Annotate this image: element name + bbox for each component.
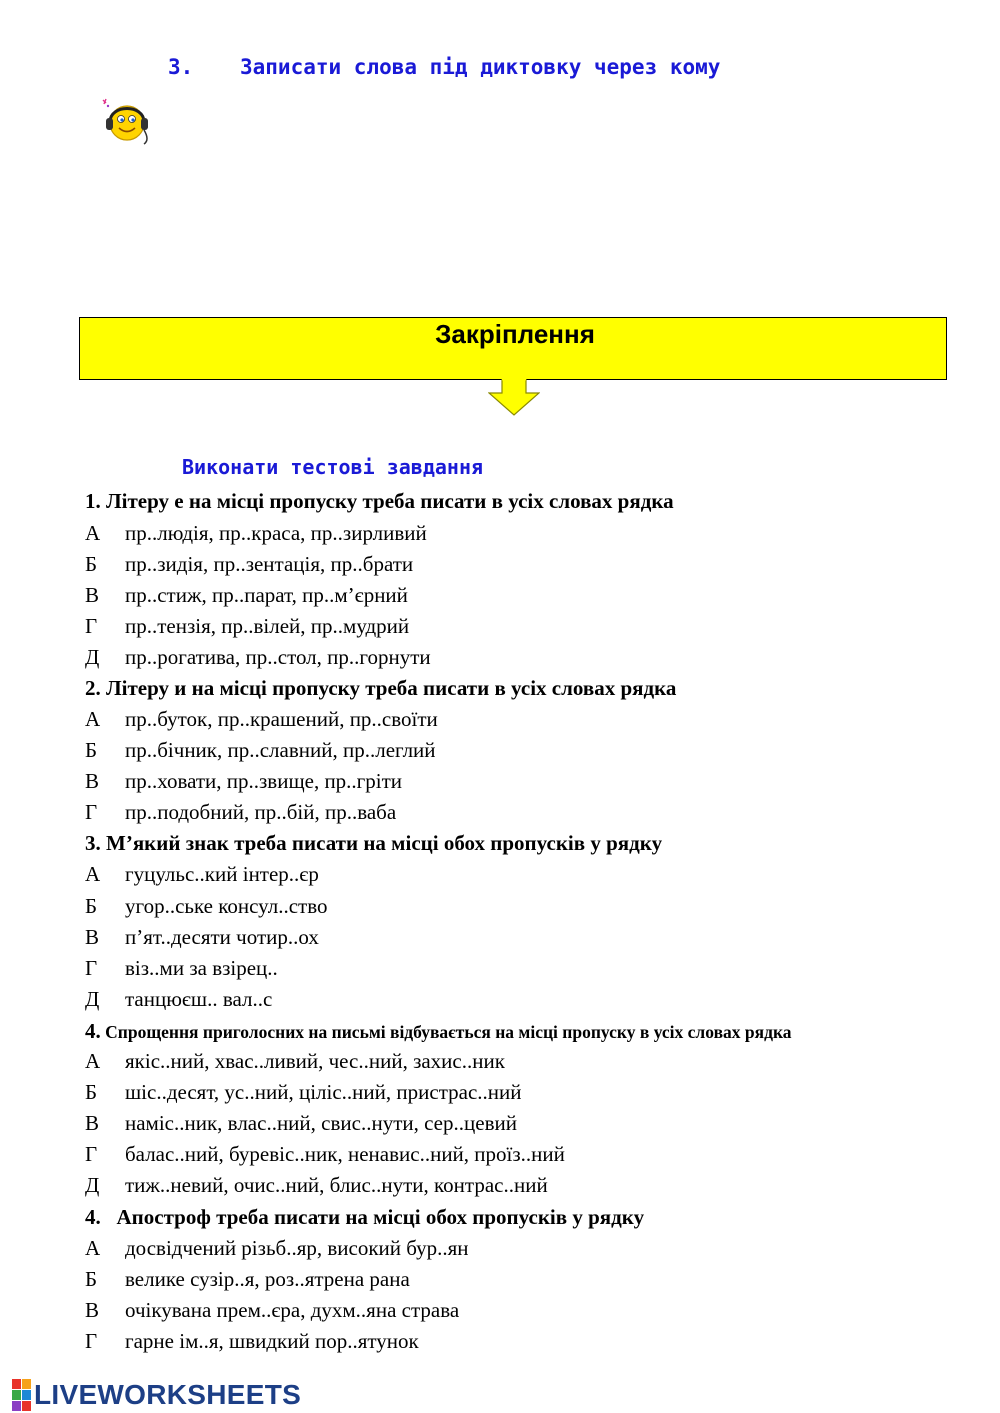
option-letter: Г	[85, 800, 98, 824]
answer-option	[85, 861, 319, 887]
answer-option	[85, 520, 427, 546]
option-letter: Д	[85, 645, 100, 669]
option-letter: Д	[85, 1173, 100, 1197]
option-letter: А	[85, 1049, 101, 1073]
option-text: пр..рогатива, пр..стол, пр..горнути	[125, 645, 431, 669]
answer-option	[85, 924, 319, 950]
option-text: досвідчений різьб..яр, високий бур..ян	[125, 1236, 469, 1260]
option-letter: Г	[85, 956, 98, 980]
option-text: велике сузір..я, роз..ятрена рана	[125, 1267, 410, 1291]
section-banner	[79, 317, 947, 380]
question-title	[85, 1018, 792, 1045]
option-letter: Г	[85, 614, 98, 638]
option-letter: В	[85, 583, 100, 607]
question-text: Спрощення приголосних на письмі відбувається на місці пропуску в усіх словах рядка	[105, 1022, 792, 1042]
question-title: 4. Апостроф треба писати на місці обох пропусків у рядку	[85, 1205, 645, 1229]
down-arrow-icon	[488, 379, 540, 417]
option-letter: В	[85, 1298, 100, 1322]
answer-option	[85, 1110, 517, 1136]
option-letter: Б	[85, 1267, 98, 1291]
option-letter: А	[85, 707, 101, 731]
option-letter: Г	[85, 1142, 98, 1166]
banner-title: Закріплення	[435, 319, 595, 349]
option-text: пр..тензія, пр..вілей, пр..мудрий	[125, 614, 410, 638]
answer-option	[85, 644, 431, 670]
option-text: гуцульс..кий інтер..єр	[125, 862, 319, 886]
option-text: танцюєш.. вал..с	[125, 987, 273, 1011]
option-letter: А	[85, 1236, 101, 1260]
question-title: 3. М’який знак треба писати на місці обох пропусків у рядку	[85, 831, 663, 855]
answer-option	[85, 799, 396, 825]
option-text: шіс..десят, ус..ний, цiліс..ний, пристрас..ний	[125, 1080, 522, 1104]
option-letter: Б	[85, 552, 98, 576]
option-text: віз..ми за взірец..	[125, 956, 278, 980]
answer-option	[85, 1141, 565, 1167]
answer-option	[85, 986, 272, 1012]
option-text: пр..стиж, пр..парат, пр..м’єрний	[125, 583, 408, 607]
answer-option	[85, 613, 409, 639]
task-text: Записати слова під диктовку через кому	[240, 55, 721, 79]
answer-option	[85, 1297, 459, 1323]
option-text: тиж..невий, очис..ний, блис..нути, контрас..ний	[125, 1173, 548, 1197]
option-letter: Б	[85, 738, 98, 762]
option-text: пр..бічник, пр..славний, пр..леглий	[125, 738, 436, 762]
option-text: наміс..ник, влас..ний, свис..нути, сер..цевий	[125, 1111, 517, 1135]
task-heading	[168, 55, 720, 79]
answer-option	[85, 1079, 521, 1105]
answer-option	[85, 582, 408, 608]
task-number: 3.	[168, 55, 194, 79]
answer-option	[85, 706, 438, 732]
answer-option	[85, 1048, 505, 1074]
option-text: п’ят..десяти чотир..ох	[125, 925, 319, 949]
question-title: 2. Літеру и на місці пропуску треба писати в усіх словах рядка	[85, 676, 677, 700]
question-title: 1. Літеру е на місці пропуску треба писати в усіх словах рядка	[85, 489, 674, 513]
answer-option	[85, 1328, 419, 1354]
option-letter: В	[85, 925, 100, 949]
option-text: гарне ім..я, швидкий пор..ятунок	[125, 1329, 419, 1353]
answer-option	[85, 893, 327, 919]
option-text: якіс..ний, хвас..ливий, чес..ний, захис..ник	[125, 1049, 505, 1073]
logo-text: LIVEWORKSHEETS	[34, 1379, 302, 1410]
option-letter: Б	[85, 1080, 98, 1104]
option-text: пр..буток, пр..крашений, пр..своїти	[125, 707, 438, 731]
question-number: 4.	[85, 1019, 101, 1043]
option-text: пр..людія, пр..краса, пр..зирливий	[125, 521, 427, 545]
answer-option	[85, 1235, 469, 1261]
option-text: балас..ний, буревіс..ник, ненавис..ний, проїз..ний	[125, 1142, 565, 1166]
answer-option	[85, 551, 413, 577]
option-text: пр..подобний, пр..бій, пр..ваба	[125, 800, 397, 824]
logo-blocks-icon	[12, 1379, 32, 1411]
option-text: очікувана прем..єра, духм..яна страва	[125, 1298, 460, 1322]
option-letter: В	[85, 769, 100, 793]
option-letter: Б	[85, 894, 98, 918]
answer-option	[85, 768, 402, 794]
answer-option	[85, 1172, 548, 1198]
option-text: пр..зидія, пр..зентація, пр..брати	[125, 552, 414, 576]
option-letter: Г	[85, 1329, 98, 1353]
option-letter: Д	[85, 987, 100, 1011]
headphones-smiley-icon	[100, 96, 158, 146]
answer-option	[85, 737, 436, 763]
answer-option	[85, 1266, 410, 1292]
option-letter: В	[85, 1111, 100, 1135]
option-letter: А	[85, 521, 101, 545]
option-text: пр..ховати, пр..звище, пр..гріти	[125, 769, 403, 793]
subtitle: Виконати тестові завдання	[182, 455, 484, 479]
option-letter: А	[85, 862, 101, 886]
option-text: угор..ське консул..ство	[125, 894, 328, 918]
answer-option	[85, 955, 278, 981]
